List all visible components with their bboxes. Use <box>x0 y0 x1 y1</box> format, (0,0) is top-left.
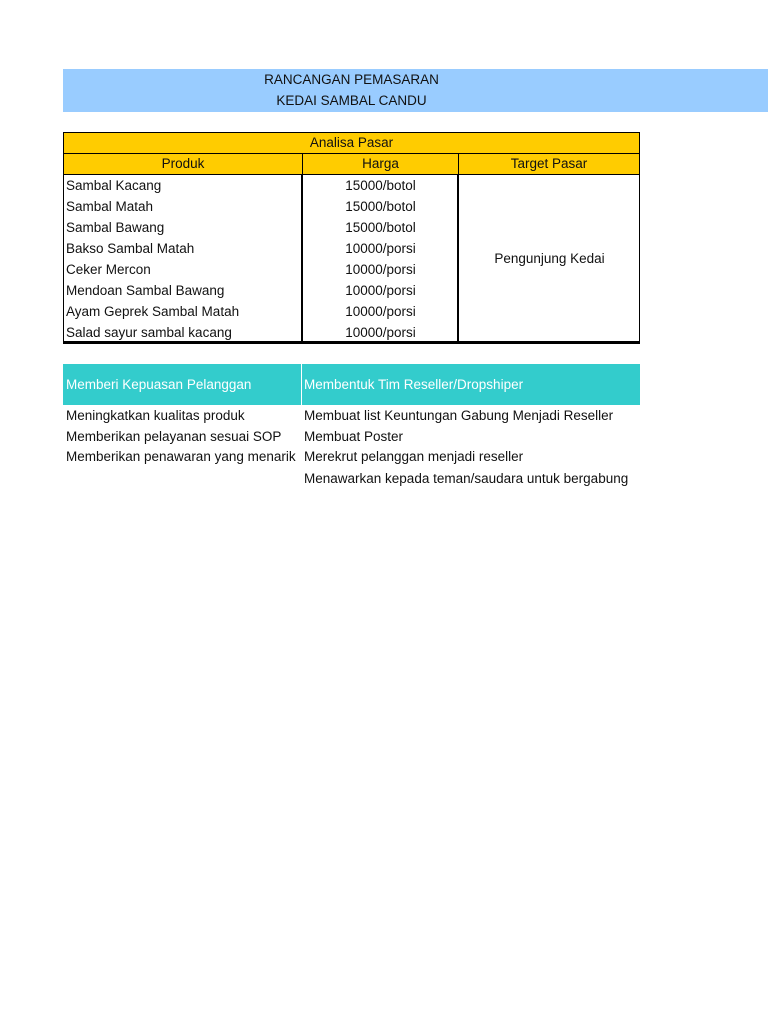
product-price: 10000/porsi <box>345 283 416 298</box>
product-name: Ceker Mercon <box>66 262 151 277</box>
product-price: 10000/porsi <box>345 304 416 319</box>
column-header-target: Target Pasar <box>510 156 588 171</box>
table-row <box>64 259 458 280</box>
list-item: Memberikan penawaran yang menarik <box>66 449 296 464</box>
table-bottom-border <box>63 341 640 344</box>
product-price: 15000/botol <box>345 220 416 235</box>
table-row <box>64 196 458 217</box>
strategy-header-reseller-team: Membentuk Tim Reseller/Dropshiper <box>304 377 524 392</box>
table-row <box>64 175 458 196</box>
column-header-price: Harga <box>303 154 459 174</box>
column-header-row <box>64 154 639 175</box>
market-analysis-body <box>64 175 639 342</box>
product-name: Ayam Geprek Sambal Matah <box>66 304 240 319</box>
table-row <box>64 301 458 322</box>
list-item: Menawarkan kepada teman/saudara untuk bergabung <box>304 471 629 486</box>
market-analysis-heading: Analisa Pasar <box>309 135 394 150</box>
table-row <box>64 322 458 343</box>
target-market-cell: Pengunjung Kedai <box>494 250 605 266</box>
list-item: Membuat Poster <box>304 429 404 444</box>
strategy-header-customer-satisfaction: Memberi Kepuasan Pelanggan <box>66 377 252 392</box>
list-item: Merekrut pelanggan menjadi reseller <box>304 449 524 464</box>
column-divider <box>301 364 302 405</box>
product-name: Salad sayur sambal kacang <box>66 325 232 340</box>
list-item: Meningkatkan kualitas produk <box>66 408 245 423</box>
product-price: 15000/botol <box>345 199 416 214</box>
product-name: Sambal Kacang <box>66 178 162 193</box>
market-analysis-heading-row <box>64 133 639 154</box>
product-name: Sambal Matah <box>66 199 154 214</box>
market-analysis-table <box>63 132 640 343</box>
table-row <box>64 217 458 238</box>
product-name: Mendoan Sambal Bawang <box>66 283 225 298</box>
strategy-header-row <box>63 364 640 405</box>
product-name: Sambal Bawang <box>66 220 165 235</box>
document-title: RANCANGAN PEMASARAN <box>264 72 439 87</box>
table-row <box>64 238 458 259</box>
product-price: 10000/porsi <box>345 241 416 256</box>
product-price: 10000/porsi <box>345 262 416 277</box>
table-row <box>64 280 458 301</box>
document-subtitle: KEDAI SAMBAL CANDU <box>276 93 427 108</box>
list-item: Memberikan pelayanan sesuai SOP <box>66 429 282 444</box>
product-price: 10000/porsi <box>345 325 416 340</box>
title-band <box>63 69 768 112</box>
list-item: Membuat list Keuntungan Gabung Menjadi Reseller <box>304 408 614 423</box>
column-header-product: Produk <box>64 154 303 174</box>
product-name: Bakso Sambal Matah <box>66 241 195 256</box>
product-price: 15000/botol <box>345 178 416 193</box>
